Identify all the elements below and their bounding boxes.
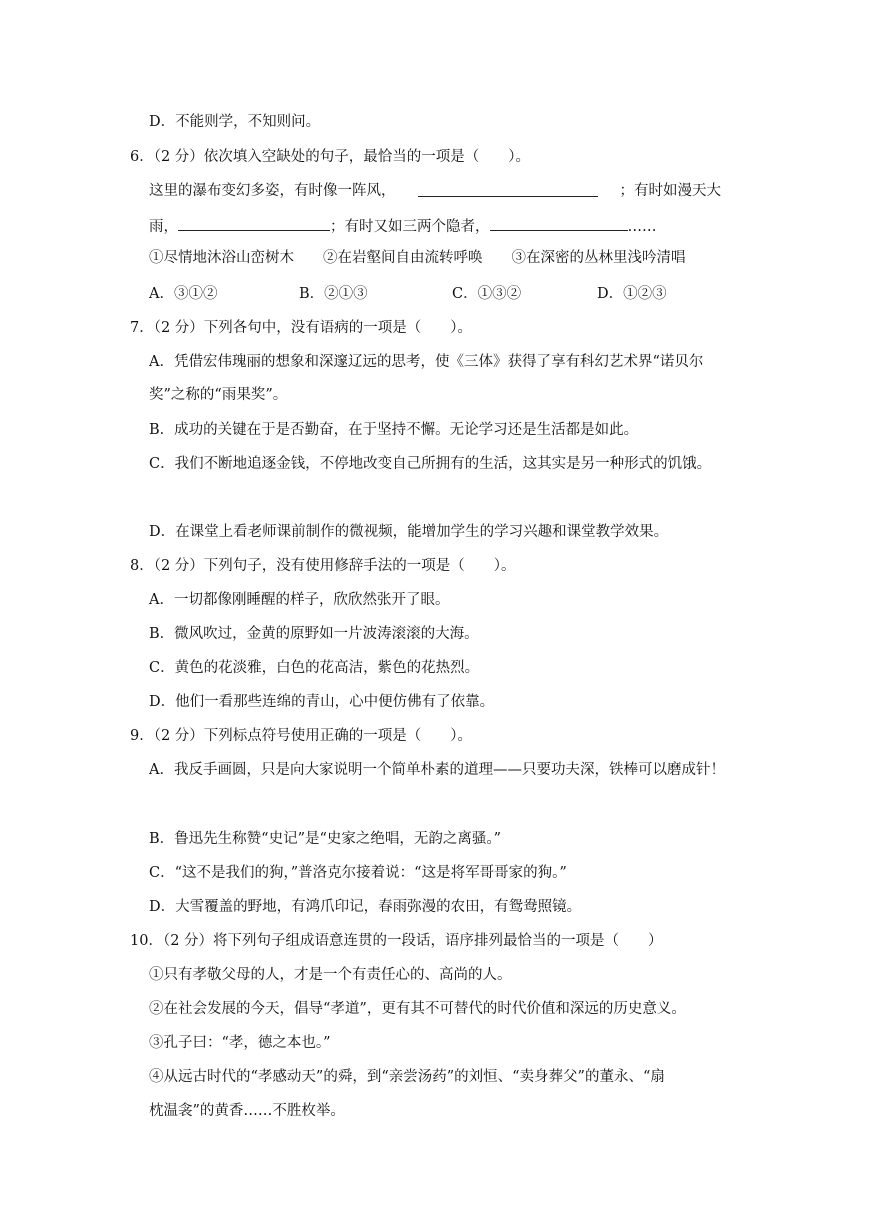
q6-options (149, 284, 667, 304)
q8-option-c: C．黄色的花淡雅，白色的花高洁，紫色的花热烈。 (149, 660, 480, 676)
q6-passage-text: ；有时如漫天大 (619, 183, 721, 199)
q6-passage-text: ；有时又如三两个隐者， (330, 219, 490, 235)
q6-passage-line2 (149, 215, 657, 237)
q7-option-d: D．在课堂上看老师课前制作的微视频，能增加学生的学习兴趣和课堂教学效果。 (149, 524, 669, 540)
q6-passage-line1 (149, 181, 721, 201)
q8-option-b: B．微风吹过，金黄的原野如一片波涛滚滚的大海。 (149, 626, 479, 642)
q9-option-a: A．我反手画圆，只是向大家说明一个简单朴素的道理——只要功夫深，铁棒可以磨成针！ (149, 762, 725, 778)
q6-blank-1[interactable] (418, 181, 598, 197)
q6-passage-text: 雨， (149, 219, 178, 235)
q7-option-b: B．成功的关键在于是否勤奋，在于坚持不懈。无论学习还是生活都是如此。 (149, 422, 639, 438)
q8-option-d: D．他们一看那些连绵的青山，心中便仿佛有了依靠。 (149, 694, 495, 710)
q8-stem: 8．（2 分）下列句子，没有使用修辞手法的一项是（ ）。 (130, 558, 516, 574)
q6-passage-text: 这里的瀑布变幻多姿，有时像一阵风， (149, 183, 396, 199)
q7-option-c: C．我们不断地追逐金钱，不停地改变自己所拥有的生活，这其实是另一种形式的饥饿。 (149, 456, 712, 472)
q9-stem: 9．（2 分）下列标点符号使用正确的一项是（ ）。 (130, 728, 473, 744)
q10-sentence-4-line1: ④从远古时代的“孝感动天”的舜，到“亲尝汤药”的刘恒、“卖身葬父”的董永、“扇 (149, 1069, 665, 1085)
q6-choices: ①尽情地沐浴山峦树木 ②在岩壑间自由流转呼唤 ③在深密的丛林里浅吟清唱 (149, 250, 686, 266)
q9-option-b: B．鲁迅先生称赞“史记”是“史家之绝唱，无韵之离骚。” (149, 831, 502, 847)
q6-option-a: A．③①② (149, 286, 218, 302)
q8-option-a: A．一切都像刚睡醒的样子，欣欣然张开了眼。 (149, 592, 450, 608)
q6-passage-text: …… (627, 219, 657, 235)
q7-stem: 7．（2 分）下列各句中，没有语病的一项是（ ）。 (130, 320, 473, 336)
q7-option-a-line1: A．凭借宏伟瑰丽的想象和深邃辽远的思考，使《三体》获得了享有科幻艺术界“诺贝尔 (149, 354, 704, 370)
q7-option-a-line2: 奖”之称的“雨果奖”。 (149, 387, 288, 403)
q6-option-d: D．①②③ (597, 286, 667, 302)
q6-option-c: C．①③② (452, 286, 522, 302)
q6-blank-3[interactable] (490, 215, 628, 231)
q5-option-d: D．不能则学，不知则问。 (149, 114, 321, 130)
q6-blank-2[interactable] (178, 215, 330, 231)
q10-sentence-2: ②在社会发展的今天，倡导“孝道”，更有其不可替代的时代价值和深远的历史意义。 (149, 1001, 686, 1017)
q6-option-b: B．②①③ (299, 286, 368, 302)
q10-sentence-3: ③孔子曰：“孝，德之本也。” (149, 1035, 331, 1051)
q6-stem: 6．（2 分）依次填入空缺处的句子，最恰当的一项是（ ）。 (130, 149, 531, 165)
q10-sentence-1: ①只有孝敬父母的人，才是一个有责任心的、高尚的人。 (149, 967, 512, 983)
q9-option-d: D．大雪覆盖的野地，有鸿爪印记，春雨弥漫的农田，有鸳鸯照镜。 (149, 899, 582, 915)
q10-stem: 10．（2 分）将下列句子组成语意连贯的一段话，语序排列最恰当的一项是（ ） (130, 933, 663, 949)
q10-sentence-4-line2: 枕温衾”的黄香……不胜枚举。 (149, 1103, 345, 1119)
q9-option-c: C．“这不是我们的狗，”普洛克尔接着说：“这是将军哥哥家的狗。” (149, 865, 567, 881)
